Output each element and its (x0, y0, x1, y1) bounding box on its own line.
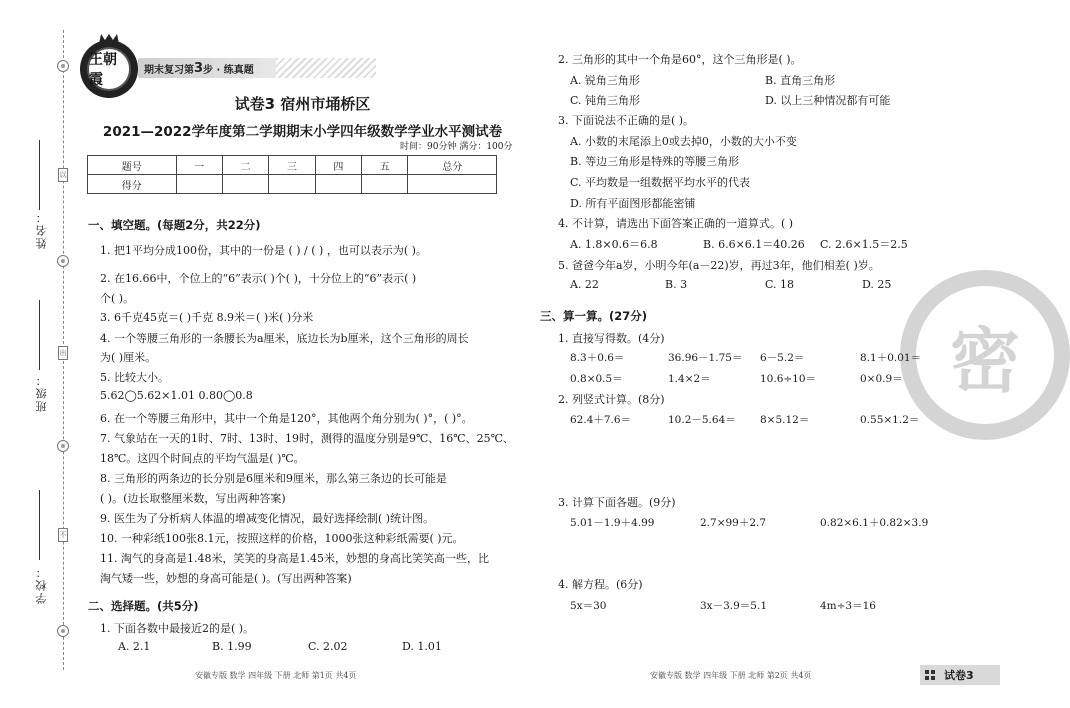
page-tag (920, 665, 1000, 685)
calc-part-title: 2. 列竖式计算。(8分) (558, 393, 665, 406)
choice-option[interactable]: A. 1.8×0.6＝6.8 (570, 238, 658, 251)
score-header-cell: 一 (176, 156, 222, 175)
banner-prefix: 期末复习第 (144, 64, 194, 76)
score-cell[interactable] (315, 175, 361, 194)
choice-question: 5. 爸爸今年a岁，小明今年(a－22)岁，再过3年，他们相差( )岁。 (558, 259, 880, 272)
choice-option[interactable]: A. 锐角三角形 (570, 74, 640, 87)
fill-question: 2. 在16.66中，个位上的“6”表示( )个( )，十分位上的“6”表示( ) (100, 272, 417, 285)
seal-char: 密 (950, 318, 1020, 402)
score-header-cell: 二 (222, 156, 268, 175)
fill-question: 9. 医生为了分析病人体温的增减变化情况，最好选择绘制( )统计图。 (100, 512, 435, 525)
score-header-row (88, 156, 497, 175)
school-blank-line (39, 490, 40, 560)
score-cell[interactable] (269, 175, 315, 194)
choice-question: 4. 不计算，请选出下面答案正确的一道算式。( ) (558, 217, 794, 230)
banner-step: 3 (194, 60, 204, 76)
choice-option[interactable]: C. 钝角三角形 (570, 94, 641, 107)
fill-question: 11. 淘气的身高是1.48米，笑笑的身高是1.45米，妙想的身高比笑笑高一些，比 (100, 552, 489, 565)
fill-question-cont: 5.62◯5.62×1.01 0.80◯0.8 (100, 389, 253, 402)
choice-option[interactable]: C. 平均数是一组数据平均水平的代表 (570, 176, 751, 189)
review-banner (138, 58, 278, 78)
binding-hole-icon (57, 255, 69, 267)
score-cell[interactable] (176, 175, 222, 194)
binding-hole-icon (57, 440, 69, 452)
calc-item: 0.55×1.2＝ (860, 414, 920, 426)
fill-question-cont: 为( )厘米。 (100, 351, 157, 364)
section3-title: 三、算一算。(27分) (540, 309, 648, 323)
calc-item: 8×5.12＝ (760, 414, 810, 426)
binding-tag: 以 (58, 168, 68, 182)
binding-hole-icon (57, 60, 69, 72)
score-cell[interactable] (222, 175, 268, 194)
section2-title: 二、选择题。(共5分) (88, 599, 199, 613)
calc-part-title: 3. 计算下面各题。(9分) (558, 496, 676, 509)
fill-question: 10. 一种彩纸100张8.1元，按照这样的价格，1000张这种彩纸需要( )元。 (100, 532, 464, 545)
footer-right: 安徽专版 数学 四年级 下册 北师 第2页 共4页 (650, 671, 812, 680)
fill-question: 4. 一个等腰三角形的一条腰长为a厘米，底边长为b厘米，这个三角形的周长 (100, 332, 469, 345)
calc-item: 10.2－5.64＝ (668, 414, 736, 426)
class-label: 班级： (35, 373, 48, 412)
secret-seal-watermark (900, 270, 1070, 440)
score-header-cell: 总分 (408, 156, 497, 175)
score-header-cell: 五 (362, 156, 408, 175)
crown-icon (99, 34, 119, 44)
choice-option[interactable]: A. 2.1 (118, 640, 151, 653)
fill-question: 1. 把1平均分成100份，其中的一份是 ( ) / ( ) ，也可以表示为( )。 (100, 244, 427, 257)
calc-item: 0.82×6.1＋0.82×3.9 (820, 517, 929, 529)
choice-option[interactable]: B. 等边三角形是特殊的等腰三角形 (570, 155, 740, 168)
equation: 3x－3.9＝5.1 (700, 600, 767, 612)
brand-logo (80, 40, 138, 98)
fill-question-cont: 淘气矮一些，妙想的身高可能是( )。(写出两种答案) (100, 572, 352, 585)
choice-option[interactable]: C. 2.02 (308, 640, 348, 653)
name-blank-line (39, 140, 40, 210)
choice-question: 1. 下面各数中最接近2的是( )。 (100, 622, 255, 635)
fill-question: 3. 6千克45克＝( )千克 8.9米＝( )米( )分米 (100, 311, 314, 324)
calc-item: 6－5.2＝ (760, 352, 805, 364)
choice-option[interactable]: D. 25 (862, 278, 892, 291)
banner-stripes (276, 58, 376, 78)
fill-question: 8. 三角形的两条边的长分别是6厘米和9厘米，那么第三条边的长可能是 (100, 472, 447, 485)
score-header-cell: 题号 (88, 156, 177, 175)
logo-text: 王朝霞 (87, 47, 131, 91)
score-row-label: 得分 (88, 175, 177, 194)
score-table (87, 155, 497, 194)
calc-item: 10.6÷10＝ (760, 373, 817, 385)
calc-item: 0.8×0.5＝ (570, 373, 623, 385)
choice-question: 3. 下面说法不正确的是( )。 (558, 114, 695, 127)
score-header-cell: 三 (269, 156, 315, 175)
calc-part-title: 4. 解方程。(6分) (558, 578, 643, 591)
choice-option[interactable]: B. 直角三角形 (765, 74, 836, 87)
calc-item: 36.96－1.75＝ (668, 352, 743, 364)
score-row (88, 175, 497, 194)
choice-option[interactable]: C. 18 (765, 278, 795, 291)
calc-item: 5.01－1.9＋4.99 (570, 517, 655, 529)
paper-title: 试卷3 宿州市埇桥区 (234, 95, 371, 113)
calc-item: 8.1＋0.01＝ (860, 352, 922, 364)
paper-subtitle: 2021—2022学年度第二学期期末小学四年级数学学业水平测试卷 (102, 124, 503, 140)
equation: 5x＝30 (570, 600, 607, 612)
score-cell[interactable] (362, 175, 408, 194)
calc-item: 62.4＋7.6＝ (570, 414, 632, 426)
calc-item: 2.7×99＋2.7 (700, 517, 767, 529)
equation: 4m÷3＝16 (820, 600, 876, 612)
choice-option[interactable]: B. 3 (665, 278, 688, 291)
school-label: 学校： (35, 565, 48, 604)
calc-item: 1.4×2＝ (668, 373, 711, 385)
score-cell[interactable] (408, 175, 497, 194)
calc-item: 8.3＋0.6＝ (570, 352, 625, 364)
page-tag-label: 试卷3 (944, 669, 974, 682)
time-info: 时间：90分钟 满分：100分 (400, 142, 513, 152)
calc-item: 0×0.9＝ (860, 373, 903, 385)
choice-option[interactable]: D. 1.01 (402, 640, 442, 653)
fill-question-cont: 个( )。 (100, 292, 135, 305)
score-header-cell: 四 (315, 156, 361, 175)
grid-icon (924, 669, 938, 681)
fill-question-cont: 18℃。这四个时间点的平均气温是( )℃。 (100, 452, 305, 465)
binding-tag: 出 (58, 346, 68, 360)
choice-option[interactable]: A. 小数的末尾添上0或去掉0，小数的大小不变 (570, 135, 797, 148)
choice-option[interactable]: A. 22 (570, 278, 599, 291)
fill-question: 7. 气象站在一天的1时、7时、13时、19时，测得的温度分别是9℃、16℃、25℃、 (100, 432, 514, 445)
section1-title: 一、填空题。(每题2分，共22分) (88, 218, 261, 232)
choice-option[interactable]: B. 1.99 (212, 640, 252, 653)
choice-question: 2. 三角形的其中一个角是60°，这个三角形是( )。 (558, 53, 802, 66)
binding-tag: 不 (58, 528, 68, 542)
banner-suffix: 步 · 练真题 (203, 64, 254, 76)
choice-option[interactable]: B. 6.6×6.1＝40.26 (703, 238, 805, 251)
choice-option[interactable]: D. 所有平面图形都能密铺 (570, 197, 696, 210)
fill-question-cont: ( )。(边长取整厘米数，写出两种答案) (100, 492, 286, 505)
fill-question: 5. 比较大小。 (100, 371, 169, 384)
footer-left: 安徽专版 数学 四年级 下册 北师 第1页 共4页 (195, 671, 357, 680)
choice-option[interactable]: D. 以上三种情况都有可能 (765, 94, 891, 107)
class-blank-line (39, 300, 40, 370)
fill-question: 6. 在一个等腰三角形中，其中一个角是120°，其他两个角分别为( )°，( )°。 (100, 412, 473, 425)
choice-option[interactable]: C. 2.6×1.5＝2.5 (820, 238, 908, 251)
name-label: 姓名： (35, 210, 48, 249)
binding-hole-icon (57, 625, 69, 637)
calc-part-title: 1. 直接写得数。(4分) (558, 332, 665, 345)
